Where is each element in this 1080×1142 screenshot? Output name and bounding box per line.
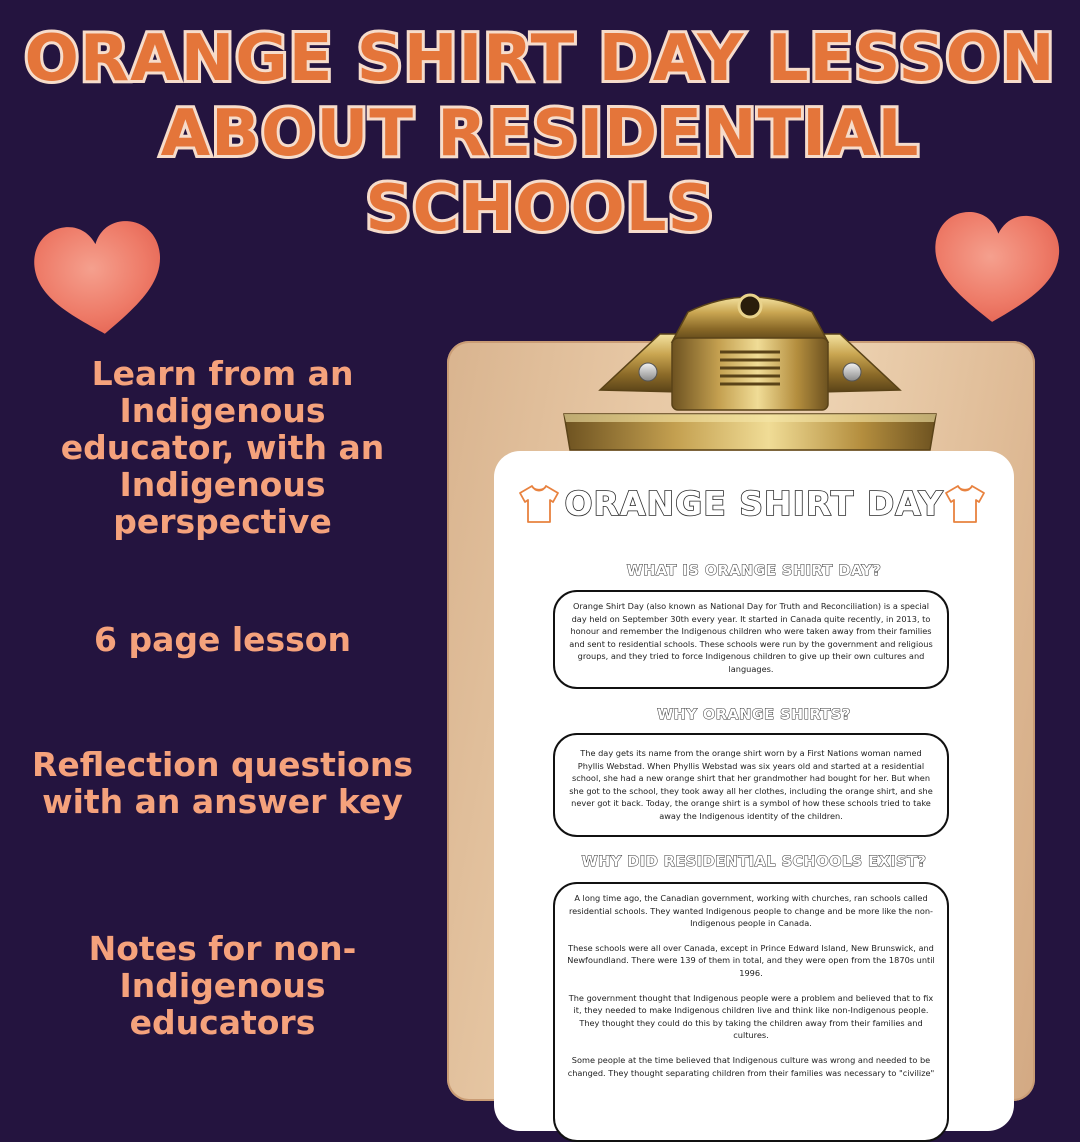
paragraph: Some people at the time believed that Indigenous culture was wrong and needed to be changed. They thought separating children from their families was necessary to "civilize" bbox=[567, 1054, 935, 1078]
main-title bbox=[0, 22, 1080, 247]
section-heading: WHY DID RESIDENTIAL SCHOOLS EXIST? bbox=[581, 854, 927, 870]
text-box bbox=[553, 882, 949, 1142]
title-line-1: ORANGE SHIRT DAY LESSON bbox=[24, 22, 1056, 96]
text-box bbox=[553, 733, 949, 837]
title-line-2: ABOUT RESIDENTIAL bbox=[160, 97, 920, 171]
section-heading: WHY ORANGE SHIRTS? bbox=[657, 707, 851, 723]
feature-item: Reflection questions with an answer key bbox=[32, 745, 413, 821]
worksheet-title: ORANGE SHIRT DAY bbox=[564, 484, 944, 523]
heart-icon-right bbox=[928, 208, 1064, 326]
paragraph: These schools were all over Canada, except in Prince Edward Island, New Brunswick, and Newfoundland. There were 139 of them in total, and they were open from the 1870s until 1996. bbox=[567, 942, 935, 978]
paragraph: The government thought that Indigenous people were a problem and believed that to fix it, they needed to make Indigenous children live and think like non-Indigenous people. They thought they could do this by taking the children away from their families and cultures. bbox=[568, 992, 934, 1041]
paragraph: Orange Shirt Day (also known as National Day for Truth and Reconciliation) is a special day held on September 30th every year. It started in Canada quite recently, in 2013, to honour and remember the Indigenous children who were taken away from their families and sent to residential schools. These schools were run by the government and religious groups, and they tried to force Indigenous children to give up their own cultures and languages. bbox=[569, 601, 933, 674]
feature-item: 6 page lesson bbox=[94, 620, 351, 659]
feature-item: Learn from an Indigenous educator, with an Indigenous perspective bbox=[60, 354, 385, 541]
title-line-3: SCHOOLS bbox=[365, 172, 715, 246]
text-box bbox=[553, 590, 949, 689]
clipboard-clip bbox=[560, 282, 940, 454]
worksheet-page bbox=[494, 451, 1014, 1131]
feature-item: Notes for non-Indigenous educators bbox=[88, 929, 357, 1042]
heart-icon-left bbox=[30, 218, 168, 338]
paragraph: A long time ago, the Canadian government, working with churches, ran schools called residential schools. They wanted Indigenous people to change and be more like the non-Indigenous people in Canada. bbox=[568, 893, 934, 929]
section-heading: WHAT IS ORANGE SHIRT DAY? bbox=[626, 563, 882, 579]
paragraph: The day gets its name from the orange shirt worn by a First Nations woman named Phyllis Webstad. When Phyllis Webstad was six years old and started at a residential school, she had a new orange shirt that her grandmother had bought for her. But when she got to the school, they took away all her clothes, including the orange shirt, and she never got it back. Today, the orange shirt is a symbol of how these schools tried to take away the Indigenous identity of the children. bbox=[569, 748, 933, 821]
